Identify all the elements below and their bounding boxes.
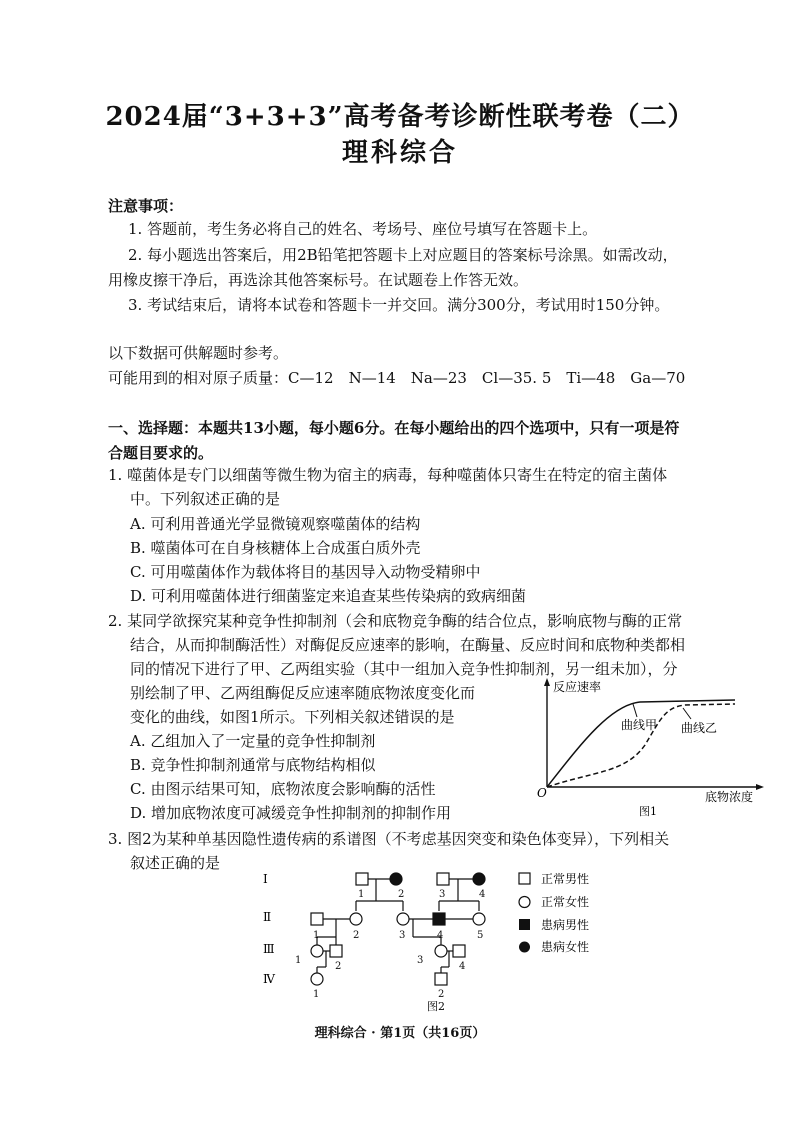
notice-item-3: 3. 考试结束后，请将本试卷和答题卡一并交回。满分300分，考试用时150分钟。 [128, 296, 670, 314]
generation-label-3: Ⅲ [263, 942, 275, 956]
q2-option-a: A. 乙组加入了一定量的竞争性抑制剂 [130, 732, 376, 750]
pedigree-legend [519, 871, 589, 954]
gen2-male-4 [433, 913, 445, 925]
q2-stem-5: 变化的曲线，如图1所示。下列相关叙述错误的是 [130, 708, 455, 726]
page-footer: 理科综合 · 第1页（共16页） [314, 1026, 486, 1041]
generation-labels [263, 872, 276, 986]
svg-text:1: 1 [295, 955, 302, 966]
legend-normal-male: 正常男性 [541, 872, 590, 886]
origin-label: O [537, 786, 547, 800]
q2-option-c: C. 由图示结果可知，底物浓度会影响酶的活性 [130, 780, 436, 798]
gen3-male-2 [330, 945, 342, 957]
q2-option-d: D. 增加底物浓度可减缓竞争性抑制剂的抑制作用 [130, 804, 452, 822]
gen3-male-4 [453, 945, 465, 957]
generation-label-4: Ⅳ [263, 972, 275, 986]
generation-label-1: Ⅰ [263, 872, 268, 886]
svg-text:4: 4 [479, 889, 486, 900]
svg-text:2: 2 [438, 989, 445, 1000]
notice-heading: 注意事项： [108, 197, 184, 215]
figure-1-caption: 图1 [639, 805, 657, 818]
svg-text:3: 3 [399, 930, 406, 941]
q1-option-a: A. 可利用普通光学显微镜观察噬菌体的结构 [130, 515, 421, 533]
y-axis-arrow [544, 678, 550, 686]
q1-stem-cont: 中。下列叙述正确的是 [130, 490, 281, 508]
gen1-female-2 [390, 873, 402, 885]
figure-1-graph [535, 675, 765, 820]
svg-text:4: 4 [459, 961, 466, 972]
q2-stem-4: 别绘制了甲、乙两组酶促反应速率随底物浓度变化而 [130, 684, 476, 702]
legend-affected-male: 患病男性 [541, 918, 590, 932]
svg-text:2: 2 [353, 930, 360, 941]
notice-item-2-cont: 用橡皮擦干净后，再选涂其他答案标号。在试题卷上作答无效。 [108, 271, 529, 289]
q3-stem: 3. 图2为某种单基因隐性遗传病的系谱图（不考虑基因突变和染色体变异），下列相关 [108, 830, 670, 848]
notice-item-1: 1. 答题前，考生务必将自己的姓名、考场号、座位号填写在答题卡上。 [128, 220, 598, 238]
curve-a-pointer [633, 704, 637, 717]
gen1-female-4 [473, 873, 485, 885]
q2-stem-3: 同的情况下进行了甲、乙两组实验（其中一组加入竞争性抑制剂，另一组未加），分 [130, 660, 678, 678]
q2-stem-2: 结合，从而抑制酶活性）对酶促反应速率的影响，在酶量、反应时间和底物种类都相 [130, 636, 686, 654]
q1-option-c: C. 可用噬菌体作为载体将目的基因导入动物受精卵中 [130, 563, 481, 581]
exam-title: 2024届“3+3+3”高考备考诊断性联考卷（二） [105, 102, 695, 132]
svg-text:1: 1 [358, 889, 365, 900]
gen2-female-2 [350, 913, 362, 925]
notice-item-2: 2. 每小题选出答案后，用2B铅笔把答题卡上对应题目的答案标号涂黑。如需改动， [128, 246, 678, 264]
x-axis-arrow [756, 784, 764, 790]
x-axis-label: 底物浓度 [705, 790, 754, 804]
gen3-female-1 [311, 945, 323, 957]
q3-stem-cont: 叙述正确的是 [130, 854, 221, 872]
reference-line-2: 可能用到的相对原子质量：C—12 N—14 Na—23 Cl—35. 5 Ti—48 Ga—70 [108, 369, 686, 387]
legend-affected-male-symbol [519, 919, 530, 930]
svg-text:2: 2 [335, 961, 342, 972]
q2-stem: 2. 某同学欲探究某种竞争性抑制剂（会和底物竞争酶的结合位点，影响底物与酶的正常 [108, 612, 683, 630]
svg-text:3: 3 [439, 889, 446, 900]
svg-text:1: 1 [313, 989, 320, 1000]
curve-b-label: 曲线乙 [681, 721, 718, 735]
gen2-female-5 [473, 913, 485, 925]
q1-option-d: D. 可利用噬菌体进行细菌鉴定来追查某些传染病的致病细菌 [130, 587, 527, 605]
svg-text:3: 3 [417, 955, 424, 966]
gen2-male-1 [311, 913, 323, 925]
figure-2-caption: 图2 [427, 1000, 445, 1013]
figure-2-pedigree [255, 863, 600, 1015]
section-heading: 一、选择题：本题共13小题，每小题6分。在每小题给出的四个选项中，只有一项是符 [108, 419, 680, 437]
svg-text:5: 5 [477, 930, 484, 941]
legend-affected-female: 患病女性 [541, 940, 590, 954]
gen1-male-3 [437, 873, 449, 885]
q1-stem: 1. 噬菌体是专门以细菌等微生物为宿主的病毒，每种噬菌体只寄生在特定的宿主菌体 [108, 466, 668, 484]
y-axis-label: 反应速率 [553, 680, 602, 694]
gen4-male-2 [435, 973, 447, 985]
curve-b-pointer [683, 708, 691, 719]
gen3-female-3 [435, 945, 447, 957]
svg-text:4: 4 [437, 930, 444, 941]
curve-a [547, 700, 735, 787]
generation-label-2: Ⅱ [263, 910, 272, 924]
curve-a-label: 曲线甲 [621, 718, 658, 732]
svg-text:2: 2 [398, 889, 405, 900]
exam-subtitle: 理科综合 [341, 138, 458, 168]
q2-option-b: B. 竞争性抑制剂通常与底物结构相似 [130, 756, 376, 774]
legend-normal-female-symbol [519, 897, 530, 908]
q1-option-b: B. 噬菌体可在自身核糖体上合成蛋白质外壳 [130, 539, 421, 557]
curve-b [547, 704, 735, 787]
section-heading-cont: 合题目要求的。 [108, 444, 214, 462]
legend-normal-male-symbol [519, 873, 530, 884]
gen4-female-1 [311, 973, 323, 985]
svg-text:1: 1 [313, 930, 320, 941]
gen1-male-1 [356, 873, 368, 885]
reference-line-1: 以下数据可供解题时参考。 [108, 344, 289, 362]
legend-normal-female: 正常女性 [541, 895, 590, 909]
gen2-female-3 [397, 913, 409, 925]
legend-affected-female-symbol [519, 942, 530, 953]
